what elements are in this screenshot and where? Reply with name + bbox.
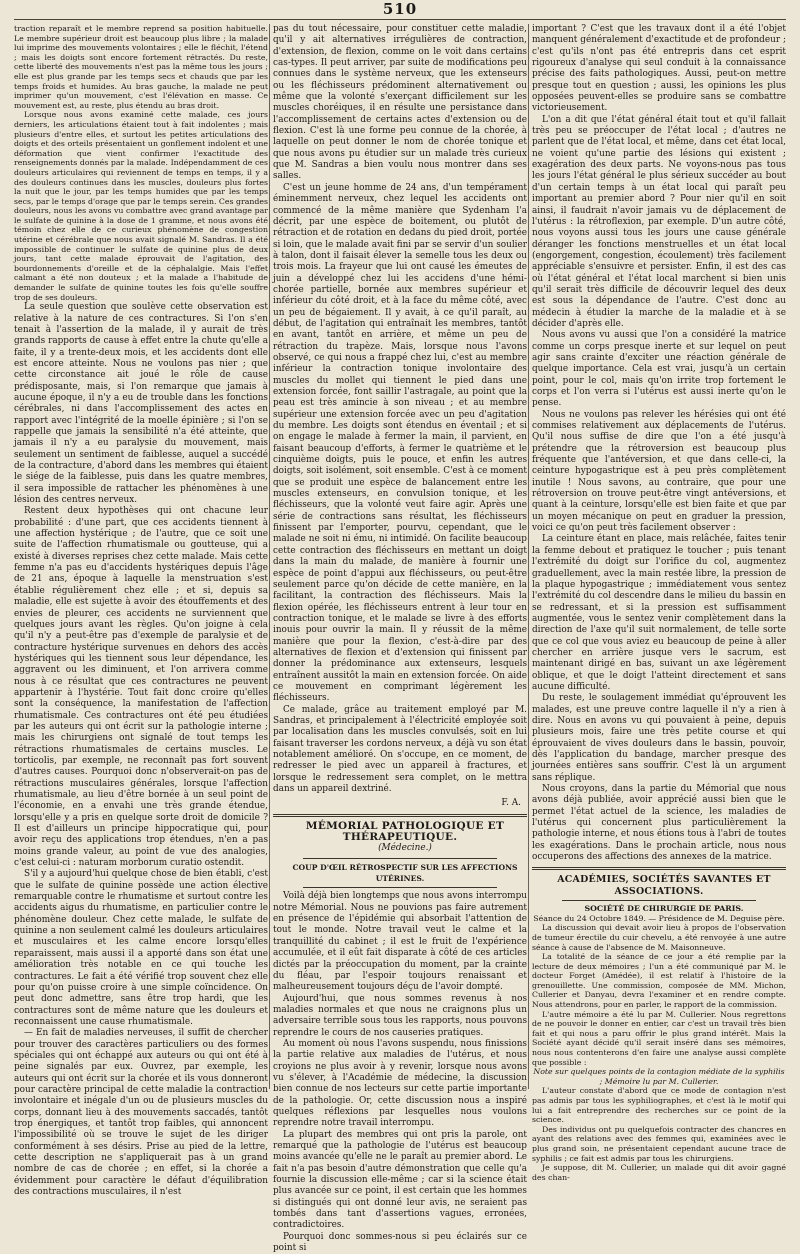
- section-rule: [532, 867, 786, 870]
- body-paragraph: La seule question que soulève cette observation est relative à la nature de ces contractures. Si l'on s'en tenait à l'assertion de la malade, il y aurait de très grands rapports de cause à effet entre la chute qu'elle a faite, il y a trente-deux mois, et les accidents dont elle est encore atteinte. Nous ne voulons pas nier ; que cette circonstance ait joué le rôle de cause prédisposante, mais, si l'on remarque que jamais à aucune époque, il n'y a eu de trouble dans les fonctions cérébrales, ni dans l'accomplissement des actes en rapport avec l'intégrité de la moelle épinière ; si l'on se rappelle que jamais la sensibilité n'a été atteinte, que jamais il n'y a eu paralysie du mouvement, mais seulement un sentiment de faiblesse, auquel a succédé de la contracture, d'abord dans les membres qui étaient le siége de la faiblesse, puis dans les quatre membres, il sera impossible de rattacher les phénomènes à une lésion des centres nerveux.: [14, 302, 268, 506]
- header-rule: [14, 19, 786, 20]
- body-paragraph: Voilà déjà bien longtemps que nous avons interrompu notre Mémorial. Nous ne pouvions pas faire autrement en présence de l'épidémie qui absorbait l'attention de tout le monde. Notre travail veut le calme et la tranquillité du cabinet ; il est le fruit de l'expérience accumulée, et il eût fait disparate à côté de ces articles dictés par la préoccupation du moment, par la crainte du fléau, par l'espoir toujours renaissant et malheureusement toujours déçu de l'avoir dompté.: [273, 891, 527, 993]
- body-paragraph: Du reste, le soulagement immédiat qu'éprouvent les malades, est une preuve contre laquelle il n'y a rien à dire. Nous en avons vu qui pouvaient à peine, depuis plusieurs mois, faire une très petite course et qui éprouvaient de vives douleurs dans le bassin, pouvoir, dès l'application du bandage, marcher presque des journées entières sans souffrir. C'est là un argument sans réplique.: [532, 693, 786, 783]
- report-paragraph: L'autre mémoire a été lu par M. Cullerier. Nous regrettons de ne pouvoir le donner en entier, car c'est un travail très bien fait et qui nous a paru offrir le plus grand intérêt. Mais la Société ayant décidé qu'il serait inséré dans ses mémoires, nous nous contenterons d'en faire une analyse aussi complète que possible :: [532, 1009, 786, 1067]
- body-paragraph: Aujourd'hui, que nous sommes revenus à nos maladies normales et que nous ne craignons plus un adversaire terrible sous tous les rapports, nous pouvons reprendre le cours de nos causeries pratiques.: [273, 993, 527, 1038]
- memoir-title: Note sur quelques points de la contagion médiate de la syphilis ; Mémoire lu par M. Cullerier.: [533, 1067, 785, 1086]
- section-title: MÉMORIAL PATHOLOGIQUE ET THÉRAPEUTIQUE.: [305, 819, 505, 844]
- section-rule: [303, 858, 497, 859]
- society-title: SOCIÉTÉ DE CHIRURGIE DE PARIS.: [584, 904, 744, 914]
- body-paragraph: pas du tout nécessaire, pour constituer cette maladie, qu'il y ait alternatives irrégulières de contraction, d'extension, de flexion, comme on le voit dans certains cas-types. Il peut arriver, par suite de modifications peu connues dans le système nerveux, que les extenseurs ou les fléchisseurs prédominent alternativement ou même que la volonté s'exerçant difficilement sur les muscles choréiques, il en résulte une persistance dans l'accomplissement de certains actes d'extension ou de flexion. C'est là une forme peu connue de la chorée, à laquelle on peut donner le nom de chorée tonique et que nous avons pu étudier sur un malade très curieux que M. Sandras a bien voulu nous montrer dans ses salles.: [273, 24, 527, 182]
- report-paragraph: Je suppose, dit M. Cullerier, un malade qui dit avoir gagné des chan-: [532, 1163, 786, 1182]
- column-3: [532, 24, 786, 1182]
- body-paragraph: Nous avons vu aussi que l'on a considéré la matrice comme un corps presque inerte et sur lequel on peut agir sans crainte d'exciter une réaction générale de quelque importance. Cela est vrai, jusqu'à un certain point, pour le col, mais qu'on irrite trop fortement le corps et l'on verra si l'utérus est aussi inerte qu'on le pense.: [532, 330, 786, 409]
- observation-paragraph: traction reparaît et le membre reprend sa position habituelle. Le membre supérieur droit est beaucoup plus libre ; la malade lui imprime des mouvements volontaires ; elle le fléchit, l'étend ; mais les doigts sont encore fortement rétractés. Du reste, cette liberté des mouvements n'est pas la même tous les jours ; elle est plus grande par les temps secs et chauds que par les temps froids et humides. Au bras gauche, la malade ne peut imprimer qu'un mouvement, c'est l'élévation en masse. Ce mouvement est, au reste, plus étendu au bras droit.: [14, 24, 268, 110]
- body-paragraph: Ce malade, grâce au traitement employé par M. Sandras, et principalement à l'électricité employée soit par localisation dans les muscles convulsés, soit en lui faisant traverser les cordons nerveux, a déjà vu son état notablement amélioré. On s'occupe, en ce moment, de redresser le pied avec un appareil à fractures, et lorsque le redressement sera complet, on le mettra dans un appareil dextriné.: [273, 704, 527, 795]
- article-title: COUP D'ŒIL RÉTROSPECTIF SUR LES AFFECTIONS UTÉRINES.: [292, 862, 518, 884]
- session-line: Séance du 24 Octobre 1849. — Présidence de M. Deguise père.: [533, 913, 785, 923]
- column-2: [273, 24, 527, 1254]
- body-paragraph: L'on a dit que l'état général était tout et qu'il fallait très peu se préoccuper de l'état local ; d'autres ne parlent que de l'état local, et même, dans cet état local, ne voient qu'une partie des lésions qui existent ; exagération des deux parts. Ne voyons-nous pas tous les jours l'état général le plus sérieux succéder au bout d'un certain temps à un état local qui paraît peu important au premier abord ? Pour nier qu'il en soit ainsi, il faudrait n'avoir jamais vu de déplacement de l'utérus : la rétroflexion, par exemple. D'un autre côté, nous voyons aussi tous les jours une cause générale déranger les fonctions menstruelles et un état local (engorgement, congestion, écoulement) très facilement appréciable s'ensuivre et persister. Enfin, il est des cas où l'état général et l'état local marchent si bien unis qu'il serait très difficile de découvrir lequel des deux est sous la dépendance de l'autre. C'est donc au médecin à étudier la marche de la maladie et à se décider d'après elle.: [532, 114, 786, 329]
- section-rule: [303, 887, 497, 888]
- observation-paragraph: Lorsque nous avons examiné cette malade, ces jours derniers, les articulations étaient tout à fait indolentes ; mais plusieurs d'entre elles, et surtout les petites articulations des doigts et des orteils présentaient un gonflement indolent et une déformation que vient confirmer l'exactitude des renseignements donnés par la malade. Indépendamment de ces douleurs articulaires qui reviennent de temps en temps, il y a des douleurs continues dans les muscles, douleurs plus fortes la nuit que le jour, par les temps humides que par les temps secs, par le temps d'orage que par le temps serein. Ces grandes douleurs, nous les avons vu combattre avec grand avantage par le sulfate de quinine à la dose de 1 gramme, et nous avons été témoin chez elle de ce curieux phénomène de congestion utérine et cérébrale que nous avait signalé M. Sandras. Il a été impossible de continuer le sulfate de quinine plus de deux jours, tant cette malade éprouvait de l'agitation, des bourdonnements d'oreille et de la céphalalgie. Mais l'effet calmant a été non douteux ; et la malade a l'habitude de demander le sulfate de quinine toutes les fois qu'elle souffre trop de ses douleurs.: [14, 110, 268, 302]
- body-paragraph: Nous ne voulons pas relever les hérésies qui ont été commises relativement aux déplacements de l'utérus. Qu'il nous suffise de dire que l'on a été jusqu'à prétendre que la rétroversion est beaucoup plus fréquente que l'antéversion, et que dans celle-ci, la ceinture hypogastrique est à peu près complètement inutile ! Nous savons, au contraire, que pour une rétroversion on trouve peut-être vingt antéversions, et quant à la ceinture, lorsqu'elle est bien faite et que par un moyen mécanique on peut en graduer la pression, voici ce qu'on peut très facilement observer :: [532, 409, 786, 534]
- body-paragraph: important ? C'est que les travaux dont il a été l'objet manquent généralement d'exactitude et de profondeur ; c'est qu'ils n'ont pas été entrepris dans cet esprit rigoureux d'analyse qui seul conduit à la connaissance précise des faits pathologiques. Aussi, peut-on mettre presque tout en question ; aussi, les opinions les plus opposées peuvent-elles se produire sans se combattre victorieusement.: [532, 24, 786, 114]
- page-number: 510: [382, 0, 418, 18]
- body-paragraph: Restent deux hypothèses qui ont chacune leur probabilité : d'une part, que ces accidents tiennent à une affection hystérique ; de l'autre, que ce soit une suite de l'affection rhumatismale ou goutteuse, qui a existé à diverses reprises chez cette malade. Mais cette femme n'a pas eu d'accidents hystériques depuis l'âge de 21 ans, époque à laquelle la menstruation s'est établie régulièrement chez elle ; et si, depuis sa maladie, elle est sujette à avoir des étouffements et des envies de pleurer, ces accidents ne surviennent que quelques jours avant les règles. Qu'on joigne à cela qu'il n'y a peut-être pas d'exemple de paralysie et de contracture hystérique survenues en dehors des accès hystériques qui les tiennent sous leur dépendance, les aggravent ou les diminuent, et l'on arrivera comme nous à ce résultat que ces contractures ne peuvent appartenir à l'hystérie. Tout fait donc croire qu'elles sont la conséquence, la manifestation de l'affection rhumatismale. Ces contractures ont été peu étudiées par les auteurs qui ont écrit sur la pathologie interne ; mais les chirurgiens ont signalé de tout temps les rétractions rhumatismales de certains muscles. Le torticolis, par exemple, ne reconnaît pas fort souvent d'autres causes. Pourquoi donc n'observerait-on pas de rétractions musculaires générales, lorsque l'affection rhumatismale, au lieu d'être bornée à un seul point de l'économie, en a envahi une très grande étendue, lorsqu'elle y a pris en quelque sorte droit de domicile ? Il est d'ailleurs un principe hippocratique qui, pour avoir reçu des applications trop étendues, n'en a pas moins grande valeur, au point de vue des analogies, c'est celui-ci : naturam morborum curatio ostendit.: [14, 506, 268, 869]
- body-paragraph: Pourquoi donc sommes-nous si peu éclairés sur ce point si: [273, 1231, 527, 1254]
- body-paragraph: C'est un jeune homme de 24 ans, d'un tempérament éminemment nerveux, chez lequel les accidents ont commencé de la même manière que Sydenham l'a décrit, par une espèce de boitement, ou plutôt de rétraction et de rotation en dedans du pied droit, portée si loin, que le malade avait fini par se servir d'un soulier à talon, dont il faisait élever la semelle tous les deux ou trois mois. La frayeur que lui ont causé les émeutes de juin a développé chez lui les accidens d'une hémi-chorée partielle, bornée aux membres supérieur et inférieur du côté droit, et à la face du même côté, avec un peu de bégaiement. Il y avait, à ce qu'il paraît, au début, de l'agitation qui entraînait les membres, tantôt en avant, tantôt en arrière, et même un peu de rétraction du trapèze. Mais, lorsque nous l'avons observé, ce qui nous a frappé chez lui, c'est au membre inférieur la contraction tonique involontaire des muscles du mollet qui tiennent le pied dans une extension forcée, font saillir l'astragale, au point que la peau est très amincie à son niveau ; et au membre supérieur une extension forcée avec un peu d'agitation du membre. Les doigts sont étendus en éventail ; et si on engage le malade à fermer la main, il parvient, en faisant beaucoup d'efforts, à fermer le quatrième et le cinquième doigts, puis le pouce, et enfin les autres doigts, soit isolément, soit ensemble. C'est à ce moment que se produit une espèce de balancement entre les muscles extenseurs, en convulsion tonique, et les fléchisseurs, que la volonté veut faire agir. Après une série de contractions sans résultat, les fléchisseurs finissent par l'emporter, pourvu, cependant, que le malade ne soit ni ému, ni intimidé. On facilite beaucoup cette contraction des fléchisseurs en mettant un doigt dans la main du malade, de manière à fournir une espèce de point d'appui aux fléchisseurs, ou peut-être seulement parce qu'on décide de cette manière, en la facilitant, la contraction des fléchisseurs. Mais la flexion opérée, les fléchisseurs entrent à leur tour en contraction tonique, et le malade se livre à des efforts inouis pour ouvrir la main. Il y réussit de la même manière que pour la flexion, c'est-à-dire par des alternatives de flexion et d'extension qui finissent par donner la prédominance aux extenseurs, lesquels entraînent aussitôt la main en extension forcée. On aide ce mouvement en comprimant légèrement les fléchisseurs.: [273, 182, 527, 704]
- column-1: [14, 24, 268, 1198]
- section-subtitle: (Médecine.): [378, 843, 432, 854]
- report-paragraph: Des individus ont pu quelquefois contracter des chancres en ayant des relations avec des femmes qui, examinées avec le plus grand soin, ne présentaient cependant aucune trace de syphilis ; ce fait est admis par tous les chirurgiens.: [532, 1124, 786, 1163]
- body-paragraph: Au moment où nous l'avons suspendu, nous finissions la partie relative aux maladies de l'utérus, et nous croyions ne plus avoir à y revenir, lorsque nous avons vu s'élever, à l'Académie de médecine, la discussion bien connue de nos lecteurs sur cette partie importante de la pathologie. Or, cette discussion nous a inspiré quelques réflexions par lesquelles nous voulons reprendre notre travail interrompu.: [273, 1038, 527, 1129]
- column-divider: [528, 24, 529, 1089]
- body-paragraph: S'il y a aujourd'hui quelque chose de bien établi, c'est que le sulfate de quinine possède une action élective remarquable contre le rhumatisme et surtout contre les accidents aigus du rhumatisme, en particulier contre le phénomène douleur. Chez cette malade, le sulfate de quinine a non seulement calmé les douleurs articulaires et musculaires et les calme encore lorsqu'elles reparaissent, mais aussi il a apporté dans son état une amélioration très notable en ce qui touche les contractures. Le fait a été vérifié trop souvent chez elle pour qu'on puisse croire à une simple coïncidence. On peut donc admettre, sans être trop hardi, que les contractures sont de même nature que les douleurs et reconnaissent une cause rhumatismale.: [14, 869, 268, 1027]
- report-paragraph: La totalité de la séance de ce jour a été remplie par la lecture de deux mémoires ; l'un a été communiqué par M. le docteur Forget (Amédée), il est relatif à l'histoire de la grenouillette. Une commission, composée de MM. Michon, Cullerier et Danyau, devra l'examiner et en rendre compte. Nous attendrons, pour en parler, le rapport de la commission.: [532, 952, 786, 1010]
- body-paragraph: La plupart des membres qui ont pris la parole, ont remarqué que la pathologie de l'utérus est beaucoup moins avancée qu'elle ne le paraît au premier abord. Le fait n'a pas besoin d'autre démonstration que celle qu'a fournie la discussion elle-même ; car si la science était plus avancée sur ce point, il est certain que les hommes si distingués qui ont donné leur avis, ne seraient pas tombés dans tant d'assertions vagues, erronées, contradictoires.: [273, 1129, 527, 1231]
- section-rule: [273, 814, 527, 817]
- body-paragraph: Nous croyons, dans la partie du Mémorial que nous avons déjà publiée, avoir apprécié aussi bien que le permet l'état actuel de la science, les maladies de l'utérus qui concernent plus particulièrement la pathologie interne, et nous étions tous à l'abri de toutes les exagérations. Dans le prochain article, nous nous occuperons des affections des annexes de la matrice.: [532, 784, 786, 863]
- section-title: ACADÉMIES, SOCIÉTÉS SAVANTES ET ASSOCIATIONS.: [557, 874, 771, 897]
- body-paragraph: La ceinture étant en place, mais relâchée, faites tenir la femme debout et pratiquez le toucher ; puis tenant l'extrémité du doigt sur l'orifice du col, augmentez graduellement, avec la main restée libre, la pression de la plaque hypogastrique ; immédiatement vous sentez l'extrémité du col descendre dans le milieu du bassin en se redressant, et si la pression est suffisamment augmentée, vous le sentez venir complètement dans la direction de l'axe qu'il suit normalement, de telle sorte que ce col que vous aviez eu beaucoup de peine à aller chercher en arrière jusque vers le sacrum, est maintenant dirigé en bas, suivant un axe légèrement oblique, et que le doigt l'atteint directement et sans aucune difficulté.: [532, 534, 786, 692]
- column-divider: [269, 24, 270, 1089]
- report-paragraph: La discussion qui devait avoir lieu à propos de l'observation de tumeur érectile du cuir chevelu, a été renvoyée à une autre séance à cause de l'absence de M. Maisonneuve.: [532, 923, 786, 952]
- report-paragraph: L'auteur constate d'abord que ce mode de contagion n'est pas admis par tous les syphiliographes, et c'est là le motif qui lui a fait entreprendre des recherches sur ce point de la science.: [532, 1086, 786, 1125]
- author-signature: F. A.: [501, 798, 521, 809]
- body-paragraph: — En fait de maladies nerveuses, il suffit de chercher pour trouver des caractères particuliers ou des formes spéciales qui ont échappé aux auteurs ou qui ont été à peine signalés par eux. Ouvrez, par exemple, les auteurs qui ont écrit sur la chorée et ils vous donneront pour caractère principal de cette maladie la contraction involontaire et inégale d'un ou de plusieurs muscles du corps, donnant lieu à des mouvements saccadés, tantôt trop énergiques, et tantôt trop faibles, qui annoncent l'impossibilité où se trouve le sujet de les diriger conformément à ses désirs. Prise au pied de la lettre, cette description ne s'appliquerait pas à un grand nombre de cas de chorée ; en effet, si la chorée a évidemment pour caractère le défaut d'équilibration des contractions musculaires, il n'est: [14, 1028, 268, 1198]
- section-rule: [562, 900, 756, 901]
